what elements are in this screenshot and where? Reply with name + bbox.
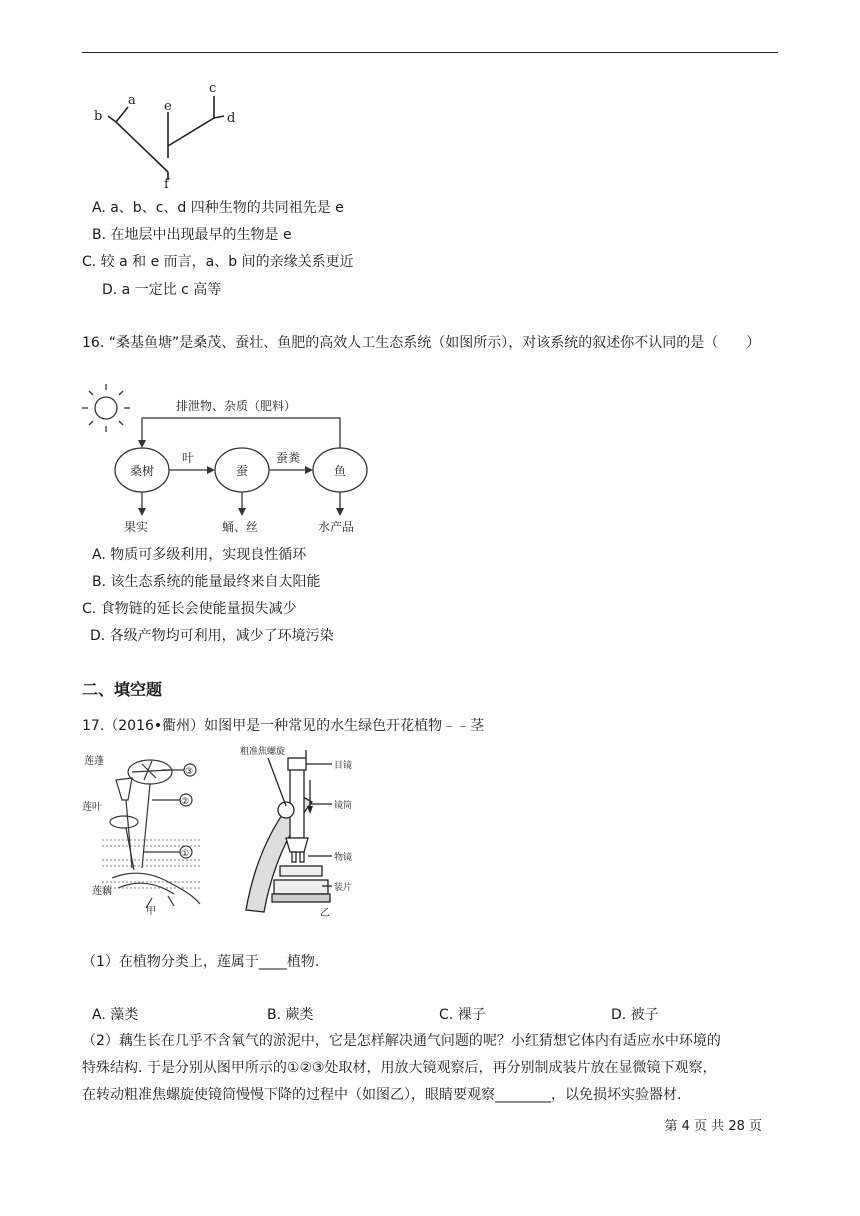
lotus-plant-figure (82, 748, 212, 918)
microscope-figure (228, 740, 368, 920)
node-silkworm: 蚕 (236, 464, 249, 478)
q17-stem: 17.（2016•衢州）如图甲是一种常见的水生绿色开花植物﹣﹣茎 (82, 718, 485, 734)
q17-sub1-option-c: C. 裸子 (439, 1007, 486, 1023)
output-pupa-silk: 蛹、丝 (222, 520, 259, 534)
tree-label-d: d (227, 111, 236, 126)
tree-label-b: b (94, 109, 103, 124)
q15-option-c: C. 较 a 和 e 而言，a、b 间的亲缘关系更近 (82, 254, 354, 270)
label-circle-1: ① (181, 849, 190, 859)
q17-sub2-line3: 在转动粗准焦螺旋使镜筒慢慢下降的过程中（如图乙），眼睛要观察________，以免损坏实验器材. (82, 1087, 682, 1103)
phylogenetic-tree-figure (88, 82, 258, 192)
arrow-leaf-label: 叶 (182, 451, 195, 465)
q15-option-a: A. a、b、c、d 四种生物的共同祖先是 e (92, 200, 344, 216)
output-aquatic: 水产品 (318, 520, 355, 534)
q17-sub2-line1: （2）藕生长在几乎不含氧气的淤泥中，它是怎样解决通气问题的呢？小红猜想它体内有适应水中环境的 (82, 1033, 721, 1049)
label-slide: 装片 (334, 883, 353, 893)
tree-label-f: f (164, 177, 169, 192)
q17-sub1-option-a: A. 藻类 (92, 1007, 139, 1023)
tree-label-a: a (128, 93, 136, 108)
q16-stem: 16. “桑基鱼塘”是桑茂、蚕壮、鱼肥的高效人工生态系统（如图所示），对该系统的叙述你不认同的是（ ） (82, 335, 761, 351)
q16-option-a: A. 物质可多级利用，实现良性循环 (92, 547, 307, 563)
label-tube: 镜筒 (334, 801, 353, 811)
header-rule (82, 52, 778, 53)
q15-option-b: B. 在地层中出现最早的生物是 e (92, 227, 292, 243)
tree-label-e: e (164, 99, 172, 114)
tree-label-c: c (209, 81, 217, 96)
q16-option-b: B. 该生态系统的能量最终来自太阳能 (92, 574, 321, 590)
section-title: 二、填空题 (82, 680, 163, 699)
node-mulberry: 桑树 (130, 464, 155, 478)
q17-sub1-option-b: B. 蕨类 (267, 1007, 314, 1023)
output-fruit: 果实 (124, 520, 149, 534)
label-jia: 甲 (146, 906, 156, 917)
q17-sub1: （1）在植物分类上，莲属于____植物. (82, 954, 320, 970)
label-objective: 物镜 (334, 853, 353, 863)
node-fish: 鱼 (334, 464, 347, 478)
fertilizer-label: 排泄物、杂质（肥料） (176, 399, 297, 413)
label-lianye: 莲叶 (82, 802, 102, 813)
q17-sub2-line2: 特殊结构. 于是分别从图甲所示的①②③处取材，用放大镜观察后，再分别制成装片放在显微镜下观察， (82, 1060, 717, 1076)
arrow-feces-label: 蚕粪 (276, 451, 301, 465)
label-circle-2: ② (181, 797, 190, 807)
label-lianou: 莲藕 (92, 886, 112, 897)
q17-sub1-option-d: D. 被子 (611, 1007, 659, 1023)
label-yi: 乙 (320, 908, 330, 919)
q16-option-d: D. 各级产物均可利用，减少了环境污染 (90, 628, 334, 644)
label-coarse-knob: 粗准焦螺旋 (240, 747, 286, 757)
label-lianpeng: 莲蓬 (84, 756, 104, 767)
label-eyepiece: 目镜 (334, 761, 353, 771)
q15-option-d: D. a 一定比 c 高等 (102, 282, 222, 298)
mulberry-fishpond-diagram (84, 388, 384, 538)
page-footer: 第 4 页 共 28 页 (664, 1119, 762, 1134)
label-circle-3: ③ (185, 767, 194, 777)
q16-option-c: C. 食物链的延长会使能量损失减少 (82, 601, 297, 617)
